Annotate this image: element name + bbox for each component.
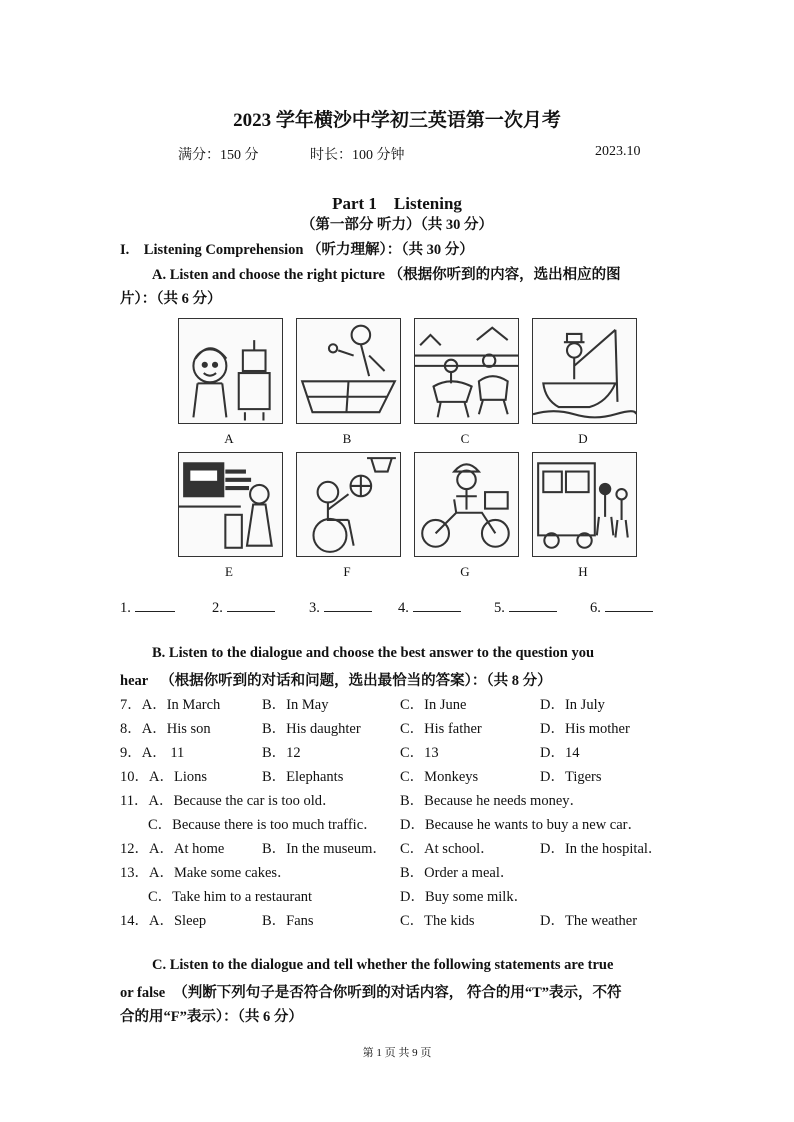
section-b-instruction: B. Listen to the dialogue and choose the best answer to the question you [152,645,595,661]
section-c-instruction-cont: or false （判断下列句子是否符合你听到的对话内容， 符合的用“T”表示，不符 [120,985,622,1001]
duration: 时长：100 分钟 [310,148,405,163]
picture-label: G [460,564,470,579]
question-10: 10．A．Lions [120,769,207,785]
option-b[interactable]: B．12 [262,745,301,761]
exam-title: 2023 学年横沙中学初三英语第一次月考 [233,110,561,131]
option-b[interactable]: B．Fans [262,913,314,929]
answer-blank-1[interactable]: 1. [120,597,175,617]
option-d[interactable]: D．His mother [540,721,630,737]
option-b[interactable]: B．In May [262,697,329,713]
boy-and-robot-icon [178,318,283,424]
option-b[interactable]: B．In the museum． [262,841,387,857]
question-8: 8．A．His son [120,721,211,737]
option-d[interactable]: D．Buy some milk． [400,889,529,905]
option-d[interactable]: D．In the hospital． [540,841,663,857]
page-number: 第 1 页 共 9 页 [362,1047,432,1059]
train-traveler-icon [178,452,283,557]
question-9: 9．A． 11 [120,745,185,761]
section-c-instruction-end: 合的用“F”表示）：（共 6 分） [120,1009,303,1025]
option-d[interactable]: D．Tigers [540,769,602,785]
question-7: 7．A．In March [120,697,221,713]
bus-passengers-icon [532,452,637,557]
option-c[interactable]: C．In June [400,697,467,713]
section-a-instruction: A. Listen and choose the right picture （根据你听到的内容，选出相应的图 [152,267,621,283]
picture-label: A [224,431,234,446]
option-b[interactable]: B．His daughter [262,721,361,737]
option-d[interactable]: D．Because he wants to buy a new car． [400,817,642,833]
picture-label: B [342,431,352,446]
option-b[interactable]: B．Elephants [262,769,344,785]
option-d[interactable]: D．14 [540,745,580,761]
section-a-instruction-cont: 片）：（共 6 分） [120,291,222,307]
fishing-boat-icon [532,318,637,424]
answer-blank-4[interactable]: 4. [398,597,461,617]
option-c[interactable]: C．Take him to a restaurant [148,889,313,905]
question-11: 11．A．Because the car is too old． [120,793,337,809]
wheelchair-basketball-icon [296,452,401,557]
option-c[interactable]: C．Monkeys [400,769,479,785]
option-b[interactable]: B．Because he needs money． [400,793,585,809]
exam-date: 2023.10 [595,144,641,159]
option-b[interactable]: B．Order a meal． [400,865,515,881]
answer-blank-6[interactable]: 6. [590,597,653,617]
motorbike-rider-icon [414,452,519,557]
table-tennis-icon [296,318,401,424]
option-c[interactable]: C．The kids [400,913,475,929]
option-c[interactable]: C．13 [400,745,439,761]
section-b-instruction-cont: hear （根据你听到的对话和问题，选出最恰当的答案）：（共 8 分） [120,673,552,689]
horse-riding-icon [414,318,519,424]
question-14: 14．A．Sleep [120,913,207,929]
option-c[interactable]: C．At school． [400,841,495,857]
question-13: 13．A．Make some cakes． [120,865,292,881]
picture-label: D [578,431,588,446]
part-title: Part 1 Listening [332,194,462,213]
option-c[interactable]: C．His father [400,721,482,737]
answer-blank-5[interactable]: 5. [494,597,557,617]
picture-label: E [225,564,233,579]
option-d[interactable]: D．The weather [540,913,638,929]
section-heading: I. Listening Comprehension （听力理解）：（共 30 分） [120,242,474,258]
full-score: 满分：150 分 [178,148,259,163]
picture-label: F [343,564,351,579]
option-c[interactable]: C．Because there is too much traffic． [148,817,378,833]
answer-blank-2[interactable]: 2. [212,597,275,617]
answer-blank-3[interactable]: 3. [309,597,372,617]
picture-label: C [460,431,470,446]
question-12: 12．A．At home [120,841,225,857]
option-d[interactable]: D．In July [540,697,605,713]
part-subtitle: （第一部分 听力）（共 30 分） [300,217,494,233]
picture-label: H [578,564,588,579]
section-c-instruction: C. Listen to the dialogue and tell whether the following statements are true [152,957,614,973]
